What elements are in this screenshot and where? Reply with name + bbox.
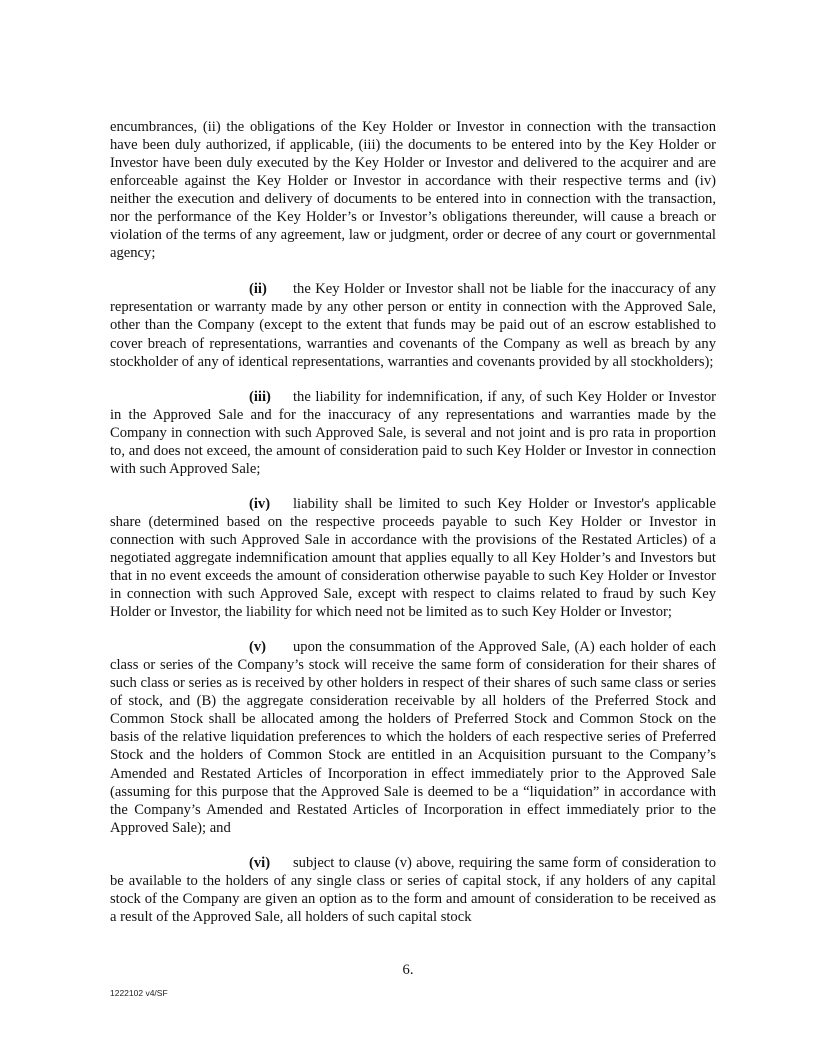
paragraph-v xyxy=(110,638,716,837)
clause-marker: (v) xyxy=(249,639,267,656)
paragraph-text: upon the consummation of the Approved Sale, (A) each holder of each class or series of the Company’s stock will receive the same form of consideration for their shares of such class or series as is received by other holders in respect of their shares of such same class or series of stock, and (B) the aggregate consideration receivable by all holders of the Preferred Stock and Common Stock shall be allocated among the holders of Preferred Stock and Common Stock on the basis of the relative liquidation preferences to which the holders of each respective series of Preferred Stock and the holders of Common Stock are entitled in an Acquisition pursuant to the Company’s Amended and Restated Articles of Incorporation in effect immediately prior to the Approved Sale (assuming for this purpose that the Approved Sale is deemed to be a “liquidation” in accordance with the Company’s Amended and Restated Articles of Incorporation in effect immediately prior to the Approved Sale); and xyxy=(110,639,716,836)
body-text xyxy=(110,118,716,943)
clause-marker: (iv) xyxy=(249,495,271,512)
paragraph-vi xyxy=(110,854,716,926)
paragraph-iv xyxy=(110,495,716,621)
paragraph-text: liability shall be limited to such Key Holder or Investor's applicable share (determined based on the respective proceeds payable to such Key Holder or Investor in connection with such Approved Sale in accordance with the provisions of the Restated Articles) of a negotiated aggregate indemnification amount that applies equally to all Key Holder’s and Investors but that in no event exceeds the amount of consideration otherwise payable to such Key Holder or Investor in connection with such Approved Sale, except with respect to claims related to fraud by such Key Holder or Investor, the liability for which need not be limited as to such Key Holder or Investor; xyxy=(110,495,716,621)
clause-marker: (ii) xyxy=(249,281,267,298)
clause-marker: (vi) xyxy=(249,854,271,871)
paragraph-text: the liability for indemnification, if any, of such Key Holder or Investor in the Approved Sale and for the inaccuracy of any representations and warranties made by the Company in connection with such Approved Sale, is several and not joint and is pro rata in proportion to, and does not exceed, the amount of consideration paid to such Key Holder or Investor in connection with such Approved Sale; xyxy=(110,388,716,477)
page-number: 6. xyxy=(402,962,414,978)
paragraph-ii xyxy=(110,280,716,370)
paragraph-continuation xyxy=(110,118,716,262)
paragraph-text: subject to clause (v) above, requiring the same form of consideration to be available to the holders of any single class or series of capital stock, if any holders of any capital stock of the Company are given an option as to the form and amount of consideration to be received as a result of the Approved Sale, all holders of such capital stock xyxy=(110,854,716,925)
paragraph-iii xyxy=(110,388,716,478)
clause-marker: (iii) xyxy=(249,388,271,405)
paragraph-text: the Key Holder or Investor shall not be liable for the inaccuracy of any representation or warranty made by any other person or entity in connection with the Approved Sale, other than the Company (except to the extent that funds may be paid out of an escrow established to cover breach of representations, warranties and covenants of the Company as well as breach by any stockholder of any of identical representations, warranties and covenants provided by all stockholders); xyxy=(110,281,716,370)
paragraph-text: encumbrances, (ii) the obligations of the Key Holder or Investor in connection with the transaction have been duly authorized, if applicable, (iii) the documents to be entered into by the Key Holder or Investor have been duly executed by the Key Holder or Investor and delivered to the acquirer and are enforceable against the Key Holder or Investor in accordance with their respective terms and (iv) neither the execution and delivery of documents to be entered into in connection with the transaction, nor the performance of the Key Holder’s or Investor’s obligations thereunder, will cause a breach or violation of the terms of any agreement, law or judgment, order or decree of any court or governmental agency; xyxy=(110,119,716,262)
footer-document-id: 1222102 v4/SF xyxy=(110,988,168,998)
